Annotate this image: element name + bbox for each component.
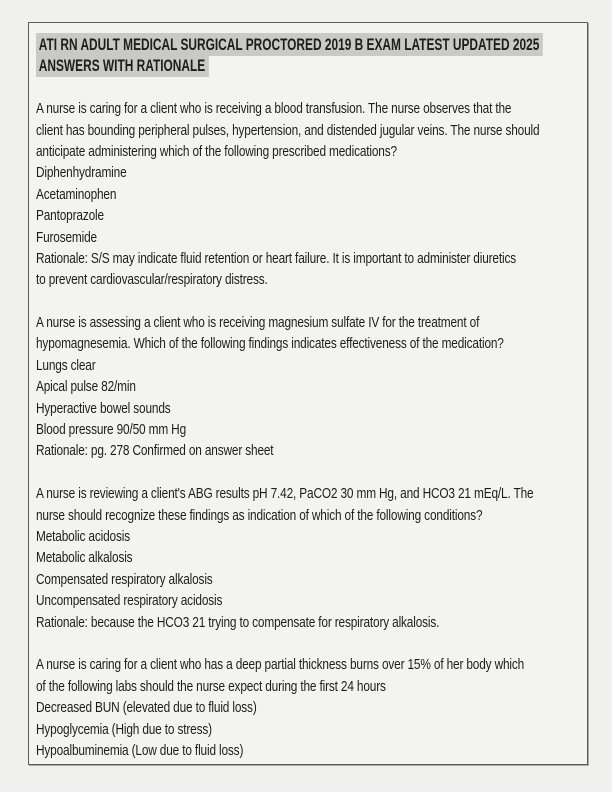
document-title-line-1: [36, 34, 540, 55]
question-text-line: nurse should recognize these findings as indication of which of the following conditions?: [36, 506, 483, 524]
answer-option: Blood pressure 90/50 mm Hg: [36, 421, 187, 439]
answer-option: Hypoglycemia (High due to stress): [36, 720, 212, 738]
answer-option: Decreased BUN (elevated due to fluid loss): [36, 699, 257, 717]
question-text-line: A nurse is caring for a client who has a deep partial thickness burns over 15% of her body which: [36, 656, 525, 674]
question-text-line: A nurse is caring for a client who is receiving a blood transfusion. The nurse observes that the: [36, 100, 512, 118]
question-block-4: [36, 654, 587, 761]
answer-option: Compensated respiratory alkalosis: [36, 570, 213, 588]
question-text-line: client has bounding peripheral pulses, hypertension, and distended jugular veins. The nurse should: [36, 121, 540, 139]
rationale-line: to prevent cardiovascular/respiratory distress.: [36, 271, 268, 289]
question-text-line: A nurse is reviewing a client's ABG results pH 7.42, PaCO2 30 mm Hg, and HCO3 21 mEq/L. The: [36, 485, 534, 503]
title-highlight: ANSWERS WITH RATIONALE: [36, 54, 209, 77]
blank-line: [36, 462, 587, 483]
question-block-2: [36, 312, 587, 462]
question-text-line: anticipate administering which of the following prescribed medications?: [36, 142, 397, 160]
answer-option: Apical pulse 82/min: [36, 378, 136, 396]
answer-option: Metabolic acidosis: [36, 527, 130, 545]
question-block-3: [36, 483, 587, 633]
blank-line: [36, 77, 587, 98]
question-text-line: of the following labs should the nurse expect during the first 24 hours: [36, 677, 386, 695]
rationale-line: Rationale: pg. 278 Confirmed on answer sheet: [36, 442, 274, 460]
answer-option: Furosemide: [36, 228, 97, 246]
question-text-line: A nurse is assessing a client who is receiving magnesium sulfate IV for the treatment of: [36, 314, 480, 332]
answer-option: Diphenhydramine: [36, 164, 127, 182]
question-block-1: [36, 98, 587, 291]
document-content: [29, 23, 587, 761]
answer-option: Lungs clear: [36, 356, 96, 374]
answer-option: Hypoalbuminemia (Low due to fluid loss): [36, 741, 244, 759]
answer-option: Hyperactive bowel sounds: [36, 399, 171, 417]
rationale-line: Rationale: because the HCO3 21 trying to compensate for respiratory alkalosis.: [36, 613, 440, 631]
question-text-line: hypomagnesemia. Which of the following findings indicates effectiveness of the medication?: [36, 335, 504, 353]
rationale-line: Rationale: S/S may indicate fluid retention or heart failure. It is important to administer diuretics: [36, 249, 517, 267]
title-highlight: ATI RN ADULT MEDICAL SURGICAL PROCTORED 2019 B EXAM LATEST UPDATED 2025: [36, 33, 543, 56]
answer-option: Uncompensated respiratory acidosis: [36, 592, 223, 610]
document-page: [28, 22, 588, 765]
blank-line: [36, 291, 587, 312]
answer-option: Acetaminophen: [36, 185, 117, 203]
answer-option: Pantoprazole: [36, 207, 104, 225]
answer-option: Metabolic alkalosis: [36, 549, 133, 567]
document-title-line-2: [36, 55, 422, 76]
blank-line: [36, 633, 587, 654]
